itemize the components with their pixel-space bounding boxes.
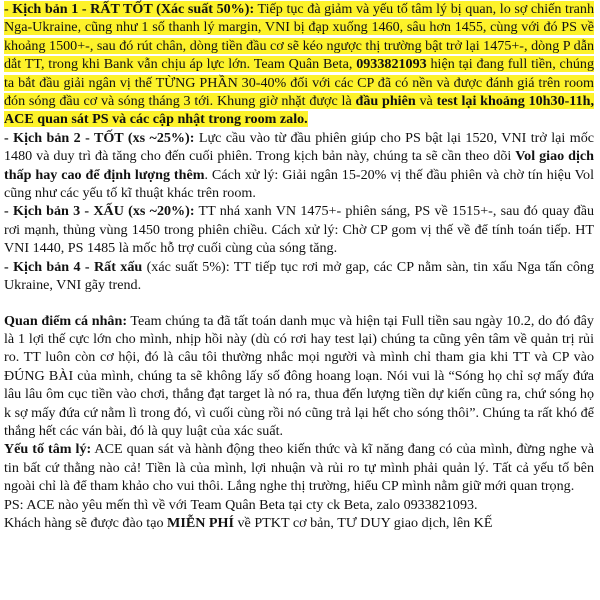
scenario-3-title: - Kịch bản 3 - XẤU (xs ~20%): xyxy=(4,203,195,220)
scenario-1-body: Tiếp tục đà giảm và yếu tố tâm lý bị quan, lo sợ chiến tranh Nga-Ukraine, cũng như 1 số thanh lý margin, VNI bị đạp xuống 1460, sâu hơn 1455, cùng với đó PS về khoảng 1500+-, sau đó rút chân, dòng tiền đầu cơ sẽ kéo ngược thị trường bật trở lại 1475+-, dòng P dẫn dắt TT, trong khi Bank vẫn chịu áp lực lớn. Team Quân Beta, xyxy=(4,1,594,73)
scenario-4-paragraph xyxy=(4,258,594,295)
scenario-4-body: (xác suất 5%): TT tiếp tục rơi mở gap, các CP nằm sàn, tin xấu Nga tấn công Ukraine, VNI gãy trend. xyxy=(4,258,594,294)
scenario-1-highlight xyxy=(4,1,594,127)
psychology-body: ACE quan sát và hành động theo kiến thức và kĩ năng đang có của mình, đừng nghe và tin bất cứ thằng nào cả! Tiền là của mình, lợi nhuận và rủi ro tự mình phải quản lý. Tất cả yếu tố bên ngoài chỉ là để tham khảo cho vui thôi. Lắng nghe thị trường, hiểu CP mình nằm giữ mới quan trọng. xyxy=(4,441,595,495)
scenario-1-body-2: hiện tại đang full tiền, chúng ta bắt đầu giải ngân vị thế TỪNG PHẦN 30-40% đối với các CP đã có nền và được đánh giá trên room đón sóng đầu cơ và sóng tháng 3 tới. Khung giờ nhặt được là xyxy=(4,56,595,110)
personal-view-paragraph xyxy=(4,312,594,441)
scenario-2-title: - Kịch bản 2 - TỐT (xs ~25%): xyxy=(4,129,195,146)
scenario-1-bold-2: test lại khoảng 10h30-11h, ACE quan sát PS và các cập nhật trong room zalo. xyxy=(4,93,594,128)
personal-view-body: Team chúng ta đã tất toán danh mục và hiện tại Full tiền sau ngày 10.2, do đó đây là 1 lợi thế cực lớn cho mình, nhịp hồi này (dù có rơi hay test lại) chúng ta cũng yên tâm về quản trị rủi ro. TT luôn còn cơ hội, đó là câu tôi thường nhắc mọi người và mình chỉ tham gia khi TT và CP vào ĐÚNG BÀI của mình, chúng ta sẽ không lấy số đông hoang loạn. Nói vui là “Sóng họ chỉ sợ mấy đứa lâu lâu ôm cục tiền vào chơi, thắng đạt target là nó ra, thua đến lượng tiền dự kiến cũng ra, chứ sóng họ k sợ mấy đứa cứ nằm lì trong đó, vì cuối cùng rồi nó cũng trả lại hết cho sóng thôi”. Chúng ta rất khó để thắng hết các ván bài, đó là quy luật của xác suất. xyxy=(4,312,594,439)
scenario-4-title: - Kịch bản 4 - Rất xấu xyxy=(4,258,143,275)
scenario-1-paragraph xyxy=(4,0,594,129)
training-bold: MIỄN PHÍ xyxy=(167,514,234,531)
scenario-2-body: Lực cầu vào từ đầu phiên giúp cho PS bật lại 1520, VNI trở lại mốc 1480 và duy trì đà tăng cho đến cuối phiên. Trong kịch bản này, chúng ta sẽ cần theo dõi xyxy=(4,129,594,165)
scenario-1-phone: 0933821093 xyxy=(356,56,427,73)
training-suffix: về PTKT cơ bản, TƯ DUY giao dịch, lên KẾ xyxy=(233,514,493,531)
scenario-2-body-2: . Cách xử lý: Giải ngân 15-20% vị thế đầu phiên và chờ tín hiệu Vol cũng như các yếu tố kĩ thuật khác trên room. xyxy=(4,166,594,202)
psychology-title: Yếu tố tâm lý: xyxy=(4,441,92,458)
personal-view-title: Quan điểm cá nhân: xyxy=(4,312,128,329)
scenario-2-paragraph xyxy=(4,129,594,203)
scenario-1-mid: và xyxy=(415,93,437,110)
scenario-1-bold-1: đầu phiên xyxy=(355,93,416,110)
scenario-2-bold: Vol giao dịch thấp hay cao để định lượng thêm xyxy=(4,148,594,183)
scenario-3-body: TT nhá xanh VN 1475+- phiên sáng, PS về 1515+-, sau đó quay đầu rơi mạnh, thủng vùng 1450 trong phiên chiều. Cách xử lý: Chờ CP gom vị thế về để tính toán tiếp. HT VNI 1440, PS 1485 là mốc hỗ trợ cuối cùng của sóng tăng. xyxy=(4,203,594,257)
psychology-paragraph xyxy=(4,440,594,495)
training-prefix: Khách hàng sẽ được đào tạo xyxy=(4,514,168,531)
paragraph-spacer xyxy=(4,295,594,312)
ps-line: PS: ACE nào yêu mến thì về với Team Quân Beta tại cty ck Beta, zalo 0933821093. xyxy=(4,496,478,513)
scenario-3-paragraph xyxy=(4,202,594,257)
training-line xyxy=(4,514,594,532)
scenario-1-title: - Kịch bản 1 - RẤT TỐT (Xác suất 50%): xyxy=(4,1,255,17)
